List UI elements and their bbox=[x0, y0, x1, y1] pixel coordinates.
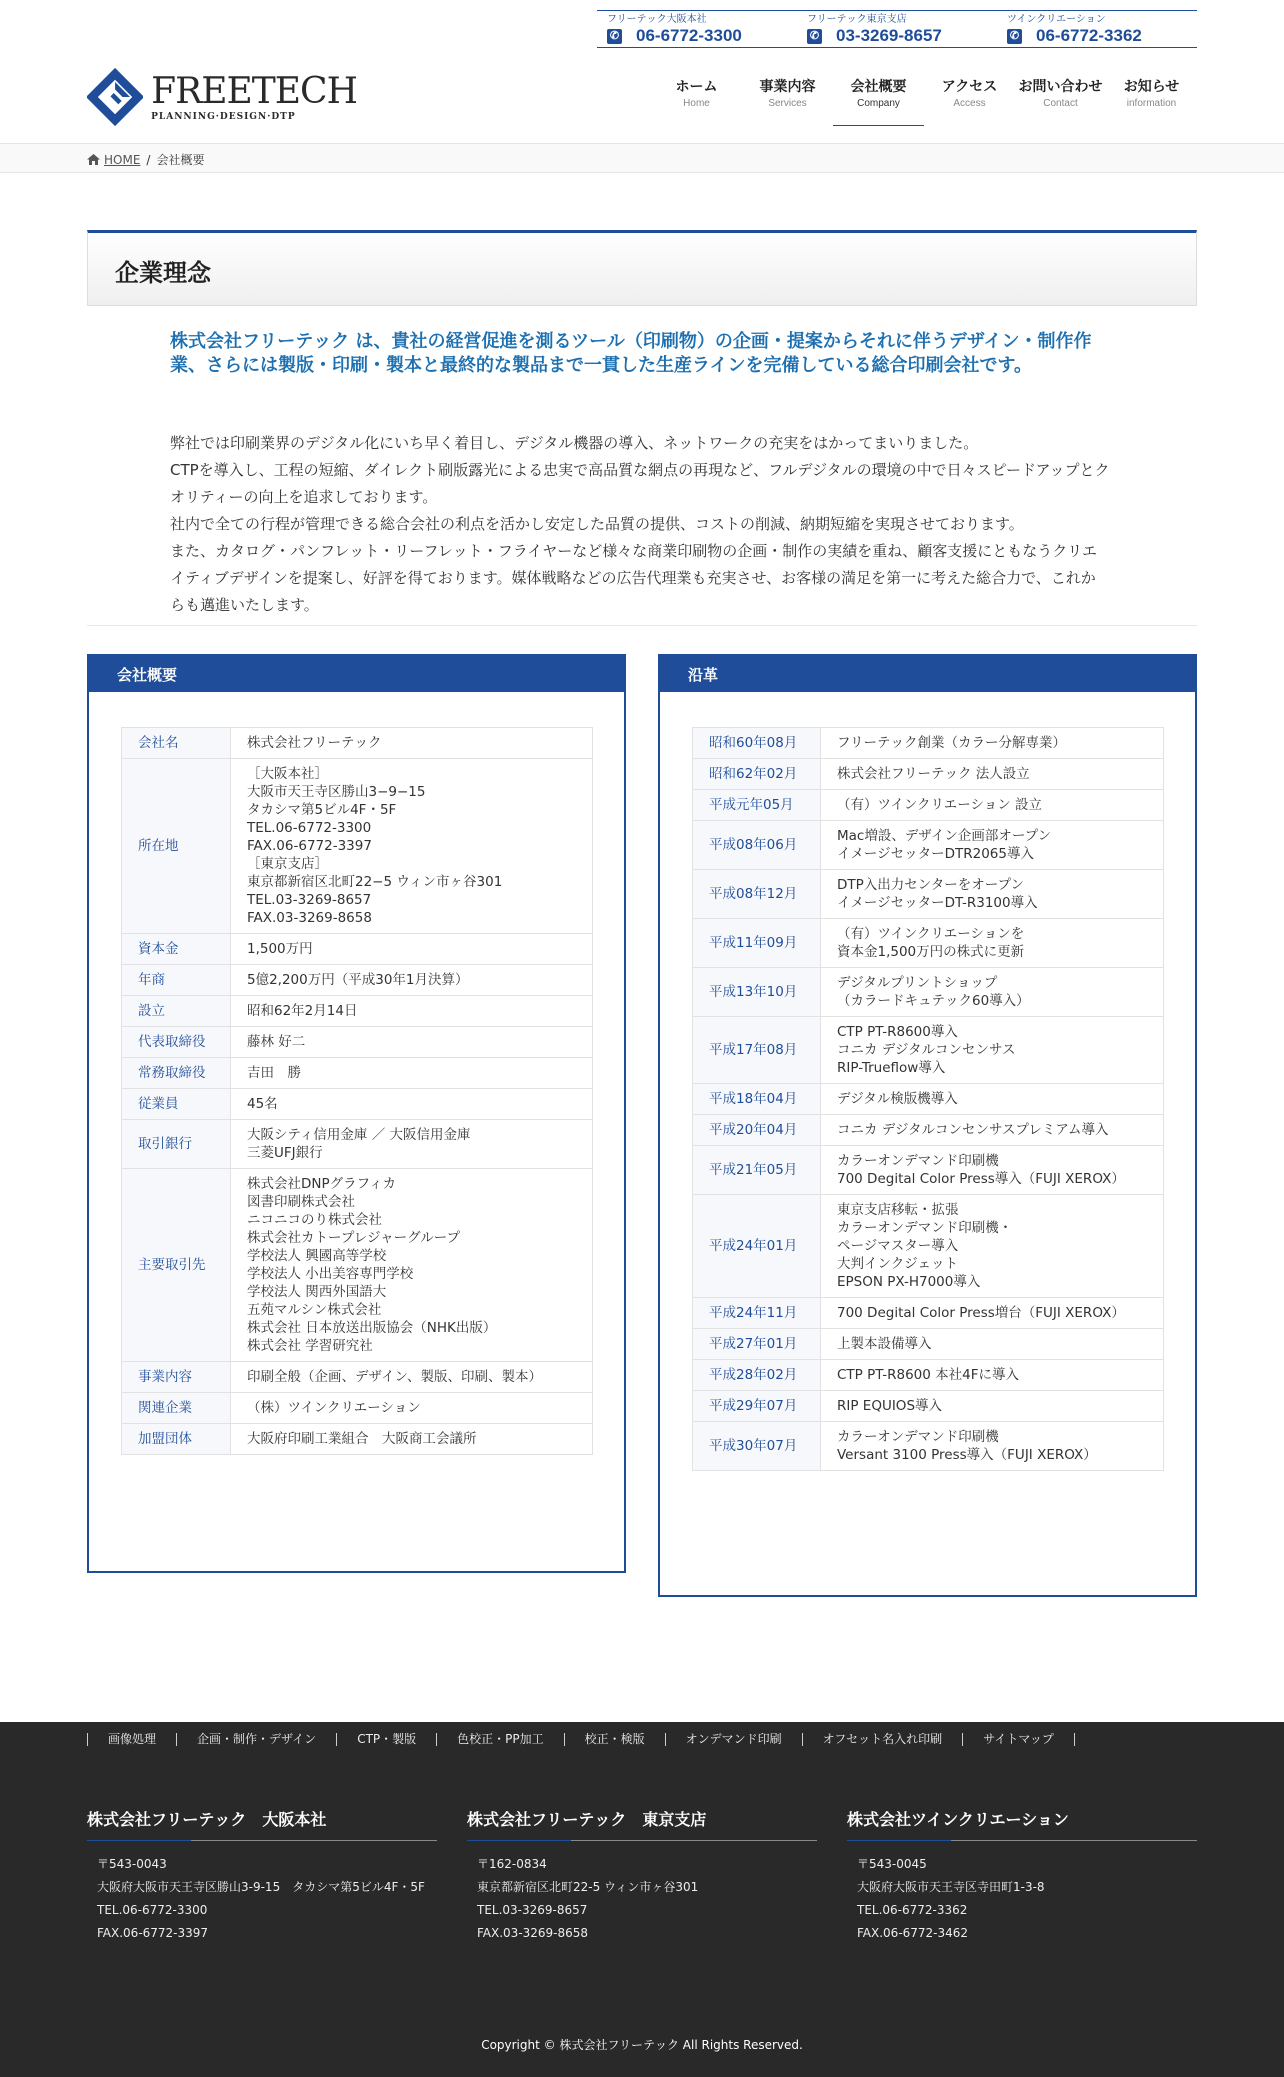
home-icon bbox=[87, 154, 100, 165]
footer-address-line: FAX.06-6772-3397 bbox=[97, 1926, 209, 1940]
section-divider bbox=[87, 625, 1197, 626]
company-overview-title: 会社概要 bbox=[89, 656, 624, 692]
company-row bbox=[122, 759, 593, 934]
philosophy-heading-box bbox=[87, 230, 1197, 306]
company-key: 関連企業 bbox=[122, 1393, 231, 1424]
footer-address-line: 〒543-0043 bbox=[97, 1857, 167, 1871]
company-key: 設立 bbox=[122, 996, 231, 1027]
company-key: 従業員 bbox=[122, 1089, 231, 1120]
phone-tokyo[interactable] bbox=[797, 11, 997, 47]
footer-address-line: TEL.06-6772-3300 bbox=[97, 1903, 208, 1917]
company-row bbox=[122, 1424, 593, 1455]
phone-icon: ✆ bbox=[807, 29, 822, 44]
company-value: 藤林 好二 bbox=[231, 1027, 593, 1058]
company-row bbox=[122, 965, 593, 996]
footer-twin-office bbox=[847, 1807, 1197, 1945]
nav-label: 会社概要 bbox=[850, 79, 907, 95]
breadcrumb-current: 会社概要 bbox=[156, 153, 205, 167]
history-value: （有）ツインクリエーション 設立 bbox=[821, 790, 1164, 821]
company-value: 昭和62年2月14日 bbox=[231, 996, 593, 1027]
phone-number[interactable]: 03-3269-8657 bbox=[836, 26, 942, 45]
history-value: デジタルプリントショップ （カラードキュテック60導入） bbox=[821, 968, 1164, 1017]
phone-number[interactable]: 06-6772-3362 bbox=[1036, 26, 1142, 45]
site-footer bbox=[0, 1722, 1284, 2077]
company-row bbox=[122, 1120, 593, 1169]
history-row bbox=[693, 870, 1164, 919]
breadcrumb-separator: / bbox=[146, 152, 151, 167]
footer-address-line: 〒162-0834 bbox=[477, 1857, 547, 1871]
history-row bbox=[693, 1195, 1164, 1298]
phone-osaka[interactable] bbox=[597, 11, 797, 47]
footer-office-title: 株式会社フリーテック 東京支店 bbox=[467, 1810, 707, 1829]
history-row bbox=[693, 1329, 1164, 1360]
history-value: 東京支店移転・拡張 カラーオンデマンド印刷機・ ページマスター導入 大判インクジェット EPSON PX-H7000導入 bbox=[821, 1195, 1164, 1298]
history-box bbox=[658, 654, 1197, 1597]
company-overview-table bbox=[121, 727, 593, 1455]
footer-osaka-office bbox=[87, 1807, 437, 1945]
history-row bbox=[693, 1391, 1164, 1422]
history-value: 株式会社フリーテック 法人設立 bbox=[821, 759, 1164, 790]
footer-nav-link[interactable]: 色校正・PP加工 bbox=[436, 1733, 563, 1746]
history-key: 平成13年10月 bbox=[693, 968, 821, 1017]
company-value: 45名 bbox=[231, 1089, 593, 1120]
history-row bbox=[693, 919, 1164, 968]
nav-home[interactable] bbox=[651, 74, 742, 126]
nav-sublabel: Access bbox=[953, 98, 986, 109]
history-row bbox=[693, 821, 1164, 870]
company-row bbox=[122, 1058, 593, 1089]
history-value: カラーオンデマンド印刷機 700 Degital Color Press導入（FUJI XEROX） bbox=[821, 1146, 1164, 1195]
nav-sublabel: Company bbox=[857, 98, 900, 109]
history-key: 平成28年02月 bbox=[693, 1360, 821, 1391]
company-key: 取引銀行 bbox=[122, 1120, 231, 1169]
breadcrumb bbox=[0, 143, 1284, 173]
company-key: 主要取引先 bbox=[122, 1169, 231, 1362]
company-value: 吉田 勝 bbox=[231, 1058, 593, 1089]
nav-sublabel: Services bbox=[768, 98, 807, 109]
history-key: 平成20年04月 bbox=[693, 1115, 821, 1146]
site-logo[interactable] bbox=[87, 66, 357, 128]
nav-sublabel: Contact bbox=[1043, 98, 1078, 109]
footer-address-line: FAX.03-3269-8658 bbox=[477, 1926, 589, 1940]
history-key: 平成11年09月 bbox=[693, 919, 821, 968]
history-value: Mac増設、デザイン企画部オープン イメージセッターDTR2065導入 bbox=[821, 821, 1164, 870]
company-value: 大阪府印刷工業組合 大阪商工会議所 bbox=[231, 1424, 593, 1455]
company-row bbox=[122, 1169, 593, 1362]
footer-nav-link[interactable]: 画像処理 bbox=[87, 1733, 176, 1746]
nav-information[interactable] bbox=[1106, 74, 1197, 126]
header-phone-bar bbox=[597, 10, 1197, 48]
company-key: 所在地 bbox=[122, 759, 231, 934]
footer-address-line: FAX.06-6772-3462 bbox=[857, 1926, 969, 1940]
company-key: 会社名 bbox=[122, 728, 231, 759]
logo-tagline: PLANNING·DESIGN·DTP bbox=[151, 111, 296, 122]
nav-contact[interactable] bbox=[1015, 74, 1106, 126]
company-overview-box bbox=[87, 654, 626, 1573]
company-key: 常務取締役 bbox=[122, 1058, 231, 1089]
footer-address-line: TEL.06-6772-3362 bbox=[857, 1903, 968, 1917]
history-value: （有）ツインクリエーションを 資本金1,500万円の株式に更新 bbox=[821, 919, 1164, 968]
footer-tokyo-office bbox=[467, 1807, 817, 1945]
history-value: コニカ デジタルコンセンサスプレミアム導入 bbox=[821, 1115, 1164, 1146]
history-value: フリーテック創業（カラー分解専業） bbox=[821, 728, 1164, 759]
history-row bbox=[693, 1017, 1164, 1084]
company-key: 事業内容 bbox=[122, 1362, 231, 1393]
history-key: 平成08年12月 bbox=[693, 870, 821, 919]
company-value: 株式会社DNPグラフィカ 図書印刷株式会社 ニコニコのり株式会社 株式会社カトープレジャーグループ 学校法人 興國高等学校 学校法人 小出美容専門学校 学校法人 関西外国語大 五苑マルシン株式会社 株式会社 日本放送出版協会（NHK出版） 株式会社 学習研究社 bbox=[231, 1169, 593, 1362]
footer-nav-link[interactable]: CTP・製版 bbox=[336, 1733, 436, 1746]
phone-icon: ✆ bbox=[1007, 29, 1022, 44]
history-row bbox=[693, 728, 1164, 759]
footer-title-underline bbox=[467, 1840, 817, 1841]
nav-label: 事業内容 bbox=[759, 79, 816, 95]
history-key: 昭和62年02月 bbox=[693, 759, 821, 790]
breadcrumb-home-link[interactable]: HOME bbox=[104, 152, 141, 167]
nav-sublabel: Home bbox=[683, 98, 710, 109]
company-value: 5億2,200万円（平成30年1月決算） bbox=[231, 965, 593, 996]
history-key: 平成30年07月 bbox=[693, 1422, 821, 1471]
philosophy-paragraph: CTPを導入し、工程の短縮、ダイレクト刷版露光による忠実で高品質な網点の再現など、フルデジタルの環境の中で日々スピードアップとクオリティーの向上を追求しております。 bbox=[170, 461, 1110, 506]
history-key: 平成08年06月 bbox=[693, 821, 821, 870]
footer-address-line: 東京都新宿区北町22-5 ウィン市ヶ谷301 bbox=[477, 1880, 699, 1894]
phone-label: ツインクリエーション bbox=[1007, 14, 1106, 25]
nav-label: ホーム bbox=[675, 79, 718, 95]
nav-services[interactable] bbox=[742, 74, 833, 126]
footer-address-line: 大阪府大阪市天王寺区寺田町1-3-8 bbox=[857, 1880, 1045, 1894]
history-row bbox=[693, 1298, 1164, 1329]
history-key: 平成元年05月 bbox=[693, 790, 821, 821]
footer-address-line: 大阪府大阪市天王寺区勝山3-9-15 タカシマ第5ビル4F・5F bbox=[97, 1880, 425, 1894]
history-key: 昭和60年08月 bbox=[693, 728, 821, 759]
history-value: デジタル検版機導入 bbox=[821, 1084, 1164, 1115]
footer-address-line: TEL.03-3269-8657 bbox=[477, 1903, 588, 1917]
phone-number[interactable]: 06-6772-3300 bbox=[636, 26, 742, 45]
company-row bbox=[122, 1089, 593, 1120]
footer-nav-link[interactable]: オフセット名入れ印刷 bbox=[802, 1733, 963, 1746]
history-value: 700 Degital Color Press増台（FUJI XEROX） bbox=[821, 1298, 1164, 1329]
footer-title-underline bbox=[847, 1840, 1197, 1841]
company-value: 1,500万円 bbox=[231, 934, 593, 965]
philosophy-lead: 株式会社フリーテック は、貴社の経営促進を測るツール（印刷物）の企画・提案からそれに伴うデザイン・制作作業、さらには製版・印刷・製本と最終的な製品まで一貫した生産ラインを完備している総合印刷会社です。 bbox=[170, 331, 1092, 376]
history-row bbox=[693, 790, 1164, 821]
history-key: 平成18年04月 bbox=[693, 1084, 821, 1115]
footer-office-title: 株式会社フリーテック 大阪本社 bbox=[87, 1810, 327, 1829]
philosophy-paragraph: 社内で全ての行程が管理できる総合会社の利点を活かし安定した品質の提供、コストの削減、納期短縮を実現させております。 bbox=[170, 515, 1024, 533]
history-row bbox=[693, 1422, 1164, 1471]
freetech-logo-icon bbox=[87, 67, 143, 127]
philosophy-paragraph: 弊社では印刷業界のデジタル化にいち早く着目し、デジタル機器の導入、ネットワークの充実をはかってまいりました。 bbox=[170, 434, 979, 452]
company-row bbox=[122, 1027, 593, 1058]
philosophy-title: 企業理念 bbox=[115, 259, 211, 287]
phone-label: フリーテック大阪本社 bbox=[607, 14, 707, 25]
company-value: 株式会社フリーテック bbox=[231, 728, 593, 759]
history-row bbox=[693, 1084, 1164, 1115]
history-row bbox=[693, 1146, 1164, 1195]
history-key: 平成21年05月 bbox=[693, 1146, 821, 1195]
logo-brand: FREETECH bbox=[151, 70, 357, 112]
nav-label: お問い合わせ bbox=[1018, 79, 1103, 95]
footer-nav-link[interactable]: サイトマップ bbox=[962, 1733, 1075, 1746]
nav-label: アクセス bbox=[941, 79, 998, 95]
phone-twin[interactable] bbox=[997, 11, 1197, 47]
history-value: DTP入出力センターをオープン イメージセッターDT-R3100導入 bbox=[821, 870, 1164, 919]
history-table bbox=[692, 727, 1164, 1471]
philosophy-paragraph: また、カタログ・パンフレット・リーフレット・フライヤーなど様々な商業印刷物の企画・制作の実績を重ね、顧客支援にともなうクリエイティブデザインを提案し、好評を得ております。媒体戦略などの広告代理業も充実させ、お客様の満足を第一に考えた総合力で、これからも邁進いたします。 bbox=[170, 542, 1098, 614]
philosophy-body bbox=[170, 430, 1110, 619]
phone-icon: ✆ bbox=[607, 29, 622, 44]
history-value: 上製本設備導入 bbox=[821, 1329, 1164, 1360]
nav-company[interactable] bbox=[833, 74, 924, 126]
company-row bbox=[122, 728, 593, 759]
nav-access[interactable] bbox=[924, 74, 1015, 126]
footer-office-title: 株式会社ツインクリエーション bbox=[847, 1810, 1069, 1829]
company-row bbox=[122, 1393, 593, 1424]
global-nav bbox=[651, 74, 1197, 126]
company-key: 年商 bbox=[122, 965, 231, 996]
footer-nav-link[interactable]: オンデマンド印刷 bbox=[665, 1733, 802, 1746]
company-value: 大阪シティ信用金庫 ／ 大阪信用金庫 三菱UFJ銀行 bbox=[231, 1120, 593, 1169]
history-row bbox=[693, 1360, 1164, 1391]
history-key: 平成27年01月 bbox=[693, 1329, 821, 1360]
company-value: 印刷全般（企画、デザイン、製版、印刷、製本） bbox=[231, 1362, 593, 1393]
footer-nav bbox=[87, 1733, 1075, 1746]
copyright: Copyright © 株式会社フリーテック All Rights Reserved. bbox=[481, 2038, 803, 2052]
history-value: CTP PT-R8600導入 コニカ デジタルコンセンサス RIP-Trueflow導入 bbox=[821, 1017, 1164, 1084]
history-row bbox=[693, 759, 1164, 790]
footer-nav-link[interactable]: 企画・制作・デザイン bbox=[176, 1733, 336, 1746]
footer-nav-link[interactable]: 校正・検版 bbox=[564, 1733, 665, 1746]
history-key: 平成24年11月 bbox=[693, 1298, 821, 1329]
history-key: 平成29年07月 bbox=[693, 1391, 821, 1422]
company-key: 加盟団体 bbox=[122, 1424, 231, 1455]
history-value: CTP PT-R8600 本社4Fに導入 bbox=[821, 1360, 1164, 1391]
nav-label: お知らせ bbox=[1123, 79, 1180, 95]
history-row bbox=[693, 1115, 1164, 1146]
company-key: 資本金 bbox=[122, 934, 231, 965]
phone-label: フリーテック東京支店 bbox=[807, 14, 907, 25]
history-row bbox=[693, 968, 1164, 1017]
nav-sublabel: information bbox=[1126, 98, 1177, 109]
company-value: ［大阪本社］ 大阪市天王寺区勝山3−9−15 タカシマ第5ビル4F・5F TEL.06-6772-3300 FAX.06-6772-3397 ［東京支店］ 東京都新宿区北町22−5 ウィン市ヶ谷301 TEL.03-3269-8657 FAX.03-3269-8658 bbox=[231, 759, 593, 934]
history-key: 平成17年08月 bbox=[693, 1017, 821, 1084]
footer-title-underline bbox=[87, 1840, 437, 1841]
history-value: RIP EQUIOS導入 bbox=[821, 1391, 1164, 1422]
company-key: 代表取締役 bbox=[122, 1027, 231, 1058]
company-row bbox=[122, 996, 593, 1027]
history-value: カラーオンデマンド印刷機 Versant 3100 Press導入（FUJI XEROX） bbox=[821, 1422, 1164, 1471]
company-row bbox=[122, 934, 593, 965]
company-row bbox=[122, 1362, 593, 1393]
history-key: 平成24年01月 bbox=[693, 1195, 821, 1298]
history-title: 沿革 bbox=[660, 656, 1195, 692]
footer-address-line: 〒543-0045 bbox=[857, 1857, 927, 1871]
company-value: （株）ツインクリエーション bbox=[231, 1393, 593, 1424]
